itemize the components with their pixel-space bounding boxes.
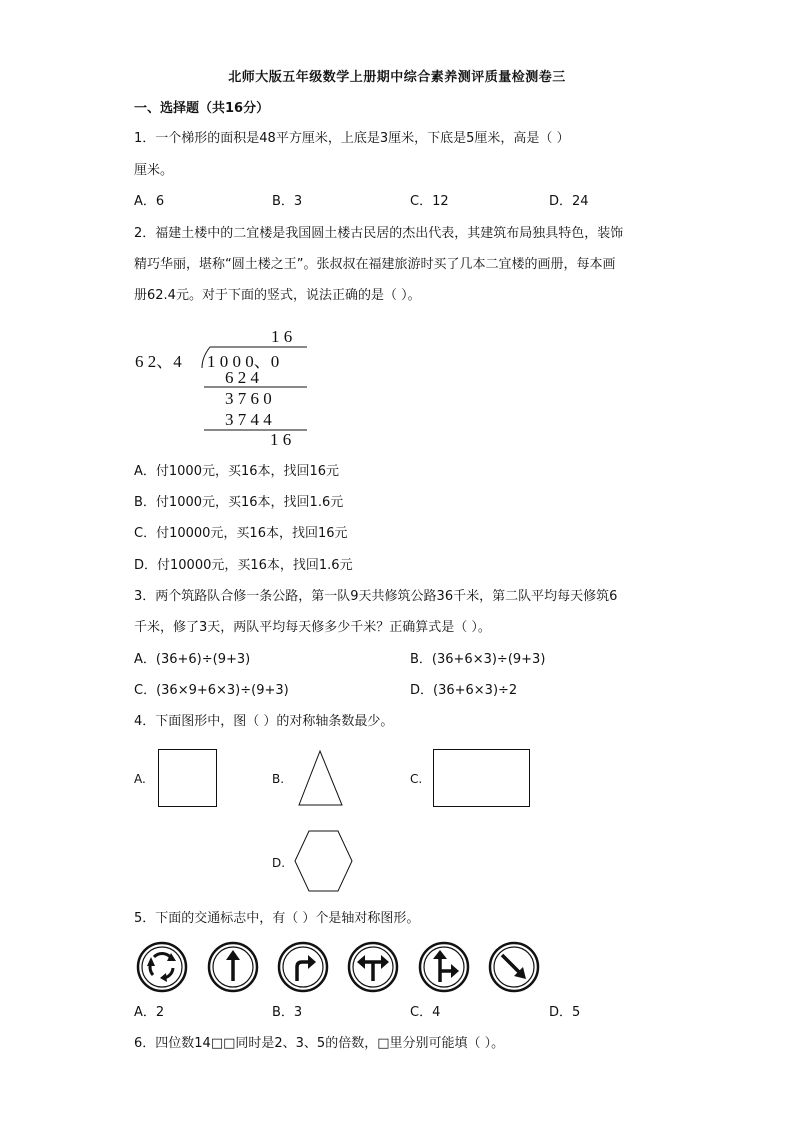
q5-option-d[interactable]: D．5 bbox=[549, 1005, 581, 1020]
q1-stem-line2: 厘米。 bbox=[134, 163, 174, 178]
triangle-shape[interactable] bbox=[298, 750, 344, 806]
q5-option-b[interactable]: B．3 bbox=[272, 1005, 303, 1020]
arrow-up-icon bbox=[207, 941, 259, 993]
q5-option-c[interactable]: C．4 bbox=[410, 1005, 441, 1020]
q4-label-b[interactable]: B. bbox=[272, 772, 285, 786]
q2-option-d[interactable]: D．付10000元，买16本，找回1.6元 bbox=[134, 558, 353, 573]
q2-option-b[interactable]: B．付1000元，买16本，找回1.6元 bbox=[134, 495, 344, 510]
q3-option-d[interactable]: D．(36+6×3)÷2 bbox=[410, 683, 518, 698]
q5-stem: 5．下面的交通标志中，有（ ）个是轴对称图形。 bbox=[134, 911, 420, 926]
q4-label-d[interactable]: D. bbox=[272, 856, 286, 870]
q1-option-d[interactable]: D．24 bbox=[549, 194, 589, 209]
section-heading: 一、选择题（共16分） bbox=[134, 101, 270, 116]
division-remainder: 1 6 bbox=[270, 430, 292, 449]
q3-stem-line2: 千米，修了3天，两队平均每天修多少千米？正确算式是（ ）。 bbox=[134, 620, 491, 635]
q1-option-b[interactable]: B．3 bbox=[272, 194, 303, 209]
q4-label-a[interactable]: A. bbox=[134, 772, 146, 786]
q2-stem-line2: 精巧华丽，堪称“圆土楼之王”。张叔叔在福建旅游时买了几本二宜楼的画册，每本画 bbox=[134, 257, 616, 272]
division-divisor: 6 2、4 bbox=[135, 352, 182, 371]
q3-option-a[interactable]: A．(36+6)÷(9+3) bbox=[134, 652, 251, 667]
page-title: 北师大版五年级数学上册期中综合素养测评质量检测卷三 bbox=[228, 70, 566, 85]
q1-option-c[interactable]: C．12 bbox=[410, 194, 449, 209]
q4-stem: 4．下面图形中，图（ ）的对称轴条数最少。 bbox=[134, 714, 394, 729]
q6-stem: 6．四位数14□□同时是2、3、5的倍数，□里分别可能填（ ）。 bbox=[134, 1036, 505, 1051]
q3-option-b[interactable]: B．(36+6×3)÷(9+3) bbox=[410, 652, 546, 667]
straight-or-right-icon bbox=[418, 941, 470, 993]
division-step1: 6 2 4 bbox=[225, 368, 259, 387]
division-dividend: 1 0 0 0、0 bbox=[207, 352, 280, 371]
arrow-down-right-icon bbox=[488, 941, 540, 993]
rectangle-shape[interactable] bbox=[433, 749, 531, 809]
q1-stem-line1: 1．一个梯形的面积是48平方厘米，上底是3厘米，下底是5厘米，高是（ ） bbox=[134, 131, 570, 146]
q2-stem-line1: 2．福建土楼中的二宜楼是我国圆土楼古民居的杰出代表，其建筑布局独具特色，装饰 bbox=[134, 226, 624, 241]
q3-stem-line1: 3．两个筑路队合修一条公路，第一队9天共修筑公路36千米，第二队平均每天修筑6 bbox=[134, 589, 618, 604]
division-remainder1: 3 7 6 0 bbox=[225, 389, 272, 408]
q1-option-a[interactable]: A．6 bbox=[134, 194, 165, 209]
q4-label-c[interactable]: C. bbox=[410, 772, 423, 786]
division-step2: 3 7 4 4 bbox=[225, 410, 272, 429]
q2-stem-line3: 册62.4元。对于下面的竖式，说法正确的是（ ）。 bbox=[134, 288, 421, 303]
q2-option-a[interactable]: A．付1000元，买16本，找回16元 bbox=[134, 464, 340, 479]
roundabout-icon bbox=[136, 941, 188, 993]
square-shape[interactable] bbox=[158, 749, 218, 809]
q3-option-c[interactable]: C．(36×9+6×3)÷(9+3) bbox=[134, 683, 289, 698]
hexagon-shape[interactable] bbox=[294, 830, 354, 894]
division-quotient: 1 6 bbox=[271, 327, 293, 346]
turn-right-icon bbox=[277, 941, 329, 993]
q2-option-c[interactable]: C．付10000元，买16本，找回16元 bbox=[134, 526, 348, 541]
q5-option-a[interactable]: A．2 bbox=[134, 1005, 165, 1020]
left-right-icon bbox=[347, 941, 399, 993]
